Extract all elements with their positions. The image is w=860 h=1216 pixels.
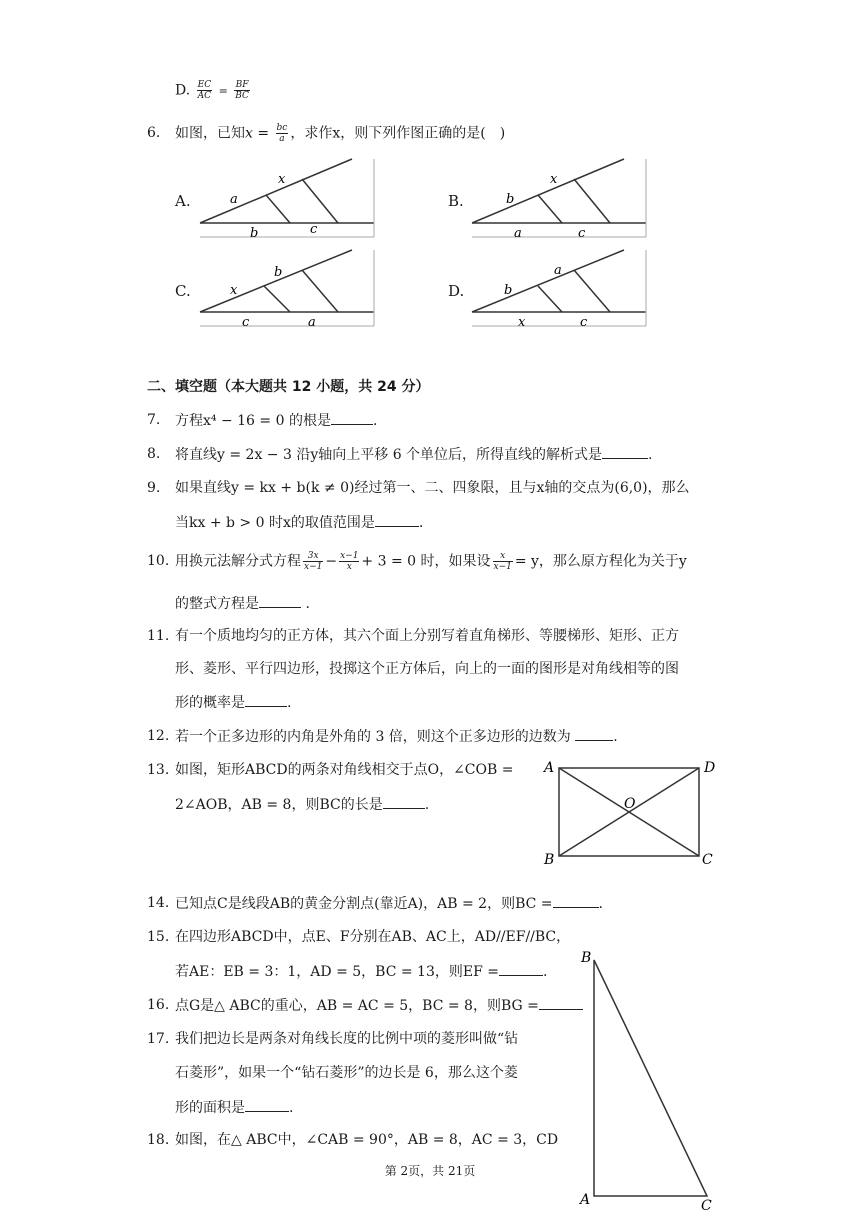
question-17-line1: 我们把边长是两条对角线长度的比例中项的菱形叫做“钻 (175, 1031, 519, 1047)
fraction: $\frac{EC}{AC}$ (197, 80, 212, 101)
answer-blank[interactable] (602, 444, 648, 459)
label: b (250, 226, 259, 241)
question-10-line2: 的整式方程是 . (175, 593, 310, 614)
vertex-label: D (704, 760, 716, 776)
question-15-line1: 在四边形ABCD中，点E、F分别在AB、AC上，AD//EF//BC， (175, 929, 571, 945)
question-13-line2: 2∠AOB，AB = 8，则BC的长是 . (175, 794, 429, 815)
question-number: 16. (147, 997, 170, 1013)
label: b (274, 265, 283, 280)
question-13-line1: 如图，矩形ABCD的两条对角线相交于点O，∠COB = (175, 762, 514, 778)
label: b (504, 283, 513, 298)
question-8-text: 将直线y = 2x − 3 沿y轴向上平移 6 个单位后，所得直线的解析式是 . (175, 444, 653, 465)
question-11-line1: 有一个质地均匀的正方体，其六个面上分别写着直角梯形、等腰梯形、矩形、正方 (175, 628, 679, 644)
question-number: 17. (147, 1031, 170, 1047)
question-number: 14. (147, 895, 170, 911)
label: b (506, 192, 515, 207)
label: c (310, 222, 318, 237)
question-11-line3: 形的概率是 . (175, 692, 291, 713)
option-c-diagram (198, 248, 378, 332)
label: a (308, 315, 316, 330)
question-number: 6. (147, 125, 161, 141)
section-title: 二、填空题（本大题共 12 小题，共 24 分） (147, 379, 430, 395)
label: x (518, 315, 526, 330)
vertex-label: A (580, 1192, 591, 1208)
question-7-text: 方程x⁴ − 16 = 0 的根是 . (175, 410, 377, 431)
option-d-letter: D. (448, 282, 465, 300)
option-d-diagram (470, 248, 650, 332)
label: x (230, 283, 238, 298)
question-11-line2: 形、菱形、平行四边形，投掷这个正方体后，向上的一面的图形是对角线相等的图 (175, 661, 679, 677)
page-footer: 第 2页，共 21页 (384, 1164, 476, 1178)
question-number: 11. (147, 628, 170, 644)
answer-blank[interactable] (331, 410, 373, 425)
vertex-label: B (581, 950, 592, 966)
answer-blank[interactable] (245, 692, 287, 707)
fraction: $\frac{BF}{BC}$ (235, 80, 249, 101)
answer-blank[interactable] (383, 794, 425, 809)
question-12-text: 若一个正多边形的内角是外角的 3 倍，则这个正多边形的边数为 . (175, 726, 618, 747)
answer-blank[interactable] (499, 961, 543, 976)
label: a (230, 192, 238, 207)
question-6-text: 如图，已知x = $\frac{bc}{a}$ ，求作x，则下列作图正确的是( ) (175, 123, 506, 144)
option-b-letter: B. (448, 192, 464, 210)
option-a-diagram (198, 157, 378, 241)
question-9-line1: 如果直线y = kx + b(k ≠ 0)经过第一、二、四象限，且与x轴的交点为(6,0)，那么 (175, 480, 690, 496)
label: x (550, 172, 558, 187)
question-number: 15. (147, 929, 170, 945)
vertex-label: B (544, 852, 555, 868)
question-number: 7. (147, 412, 161, 428)
label: c (578, 226, 586, 241)
question-15-line2: 若AE：EB = 3：1，AD = 5，BC = 13，则EF = . (175, 961, 547, 982)
answer-blank[interactable] (245, 1097, 289, 1112)
answer-blank[interactable] (259, 593, 301, 608)
vertex-label: C (702, 852, 713, 868)
vertex-label: C (701, 1198, 712, 1212)
rectangle-abcd-diagram (540, 756, 730, 868)
answer-blank[interactable] (575, 726, 613, 741)
question-9-line2: 当kx + b > 0 时x的取值范围是 . (175, 512, 423, 533)
question-14-text: 已知点C是线段AB的黄金分割点(靠近A)，AB = 2，则BC = . (175, 893, 603, 914)
label: x (278, 172, 286, 187)
question-10-line1: 用换元法解分式方程 $\frac{3x}{x-1}$ − $\frac{x-1}{x}$ + 3 = 0 时，如果设 $\frac{x}{x-1}$ = y，那么原方程化为关于y (175, 551, 687, 572)
label: c (580, 315, 588, 330)
question-number: 10. (147, 553, 170, 569)
question-16-text: 点G是△ ABC的重心，AB = AC = 5，BC = 8，则BG = (175, 995, 583, 1016)
question-17-line3: 形的面积是 . (175, 1097, 293, 1118)
label: a (554, 263, 562, 278)
question-number: 13. (147, 762, 170, 778)
label: a (514, 226, 522, 241)
question-number: 9. (147, 480, 161, 496)
question-number: 12. (147, 728, 170, 744)
label: c (242, 315, 250, 330)
vertex-label: A (544, 760, 555, 776)
answer-blank[interactable] (553, 893, 599, 908)
option-b-diagram (470, 157, 650, 241)
question-17-line2: 石菱形”，如果一个“钻石菱形”的边长是 6，那么这个菱 (175, 1065, 518, 1081)
q5-option-d: D. $\frac{EC}{AC}$ = $\frac{BF}{BC}$ (175, 80, 249, 101)
option-a-letter: A. (175, 192, 191, 210)
question-18-text: 如图，在△ ABC中，∠CAB = 90°，AB = 8，AC = 3，CD (175, 1132, 559, 1148)
question-number: 8. (147, 446, 161, 462)
question-number: 18. (147, 1132, 170, 1148)
answer-blank[interactable] (375, 512, 419, 527)
vertex-label: O (624, 796, 636, 812)
option-c-letter: C. (175, 282, 191, 300)
